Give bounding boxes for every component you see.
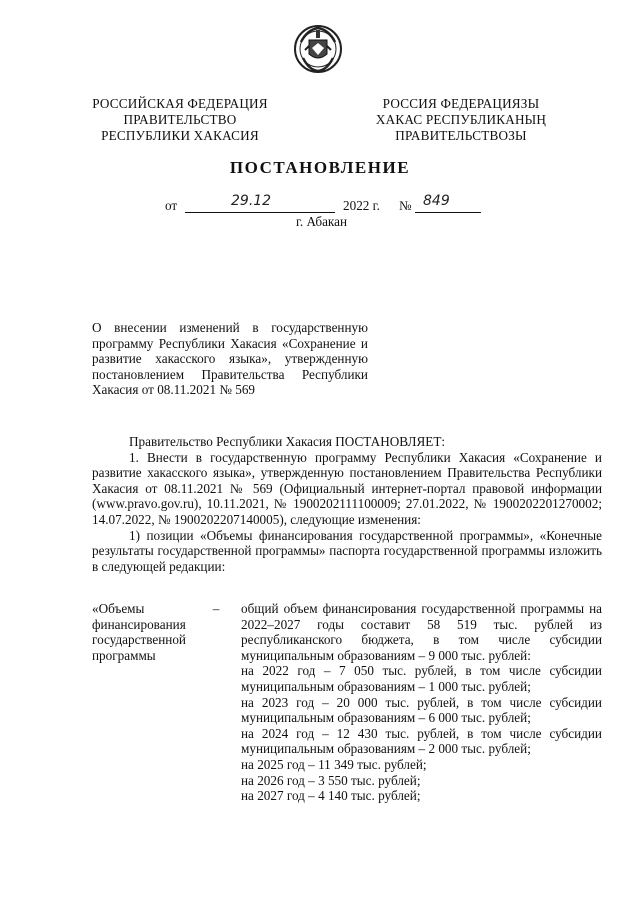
city-label: г. Абакан [296,214,348,229]
header-left-block [80,96,280,144]
funding-line: на 2025 год – 11 349 тыс. рублей; [241,756,427,772]
table-dash: – [212,601,220,616]
header-right-line: ХАКАС РЕСПУБЛИКАНЫҢ [375,112,547,127]
table-row-label: «Объемы финансирования государственной программы [92,601,186,663]
preamble-paragraph: Правительство Республики Хакасия ПОСТАНОВЛЯЕТ: [129,434,446,449]
year-label: 2022 г. [343,198,380,213]
funding-line: на 2027 год – 4 140 тыс. рублей; [241,788,421,804]
item-1-1-paragraph: 1) позиции «Объемы финансирования государственной программы», «Конечные результаты государственной программы» паспорта государственной программы изложить в следующей редакции: [92,527,602,574]
date-underline [185,212,335,213]
body-section [92,434,602,574]
funding-line: общий объем финансирования государственной программы на 2022–2027 годы составит 58 519 тыс. рублей из республиканского бюджета, в том числе субсидии муниципальным образованиям – 9 000 тыс. рублей: [241,601,602,663]
header-right-block [356,96,566,144]
header-left-line: РЕСПУБЛИКИ ХАКАСИЯ [101,128,259,143]
funding-line: на 2024 год – 12 430 тыс. рублей, в том числе субсидии муниципальным образованиям – 2 000 тыс. рублей; [241,725,602,757]
funding-line: на 2023 год – 20 000 тыс. рублей, в том числе субсидии муниципальным образованиям – 6 000 тыс. рублей; [241,694,602,726]
handwritten-number: 849 [423,193,450,209]
coat-of-arms-emblem-icon [293,22,343,76]
header-left-line: ПРАВИТЕЛЬСТВО [123,112,237,127]
header-right-line: ПРАВИТЕЛЬСТВОЗЫ [395,128,527,143]
subject-paragraph [92,320,368,398]
funding-line: на 2022 год – 7 050 тыс. рублей, в том числе субсидии муниципальным образованиям – 1 000 тыс. рублей; [241,663,602,694]
item-1-paragraph: 1. Внести в государственную программу Республики Хакасия «Сохранение и развитие хакасского языка», утвержденную постановлением Правительства Республики Хакасия от 08.11.2021 № 569 (Официальный интернет-портал правовой информации (www.pravo.gov.ru), 10.11.2021, № 1900202111100009; 27.01.2022, № 1900202201270002; 14.07.2022, № 1900202207140005), следующие изменения: [92,449,602,527]
number-underline [415,212,481,213]
document-title: ПОСТАНОВЛЕНИЕ [229,158,411,177]
dateline [165,193,495,216]
number-sign: № [399,198,412,213]
funding-line: на 2026 год – 3 550 тыс. рублей; [241,772,421,788]
table-row-content [241,601,602,804]
handwritten-date: 29.12 [231,193,272,209]
from-label: от [165,198,178,213]
subject-text: О внесении изменений в государственную программу Республики Хакасия «Сохранение и развитие хакасского языка», утвержденную постановлением Правительства Республики Хакасия от 08.11.2021 № 569 [92,320,368,398]
header-right-line: РОССИЯ ФЕДЕРАЦИЯЗЫ [382,96,540,111]
header-left-line: РОССИЙСКАЯ ФЕДЕРАЦИЯ [92,96,268,111]
